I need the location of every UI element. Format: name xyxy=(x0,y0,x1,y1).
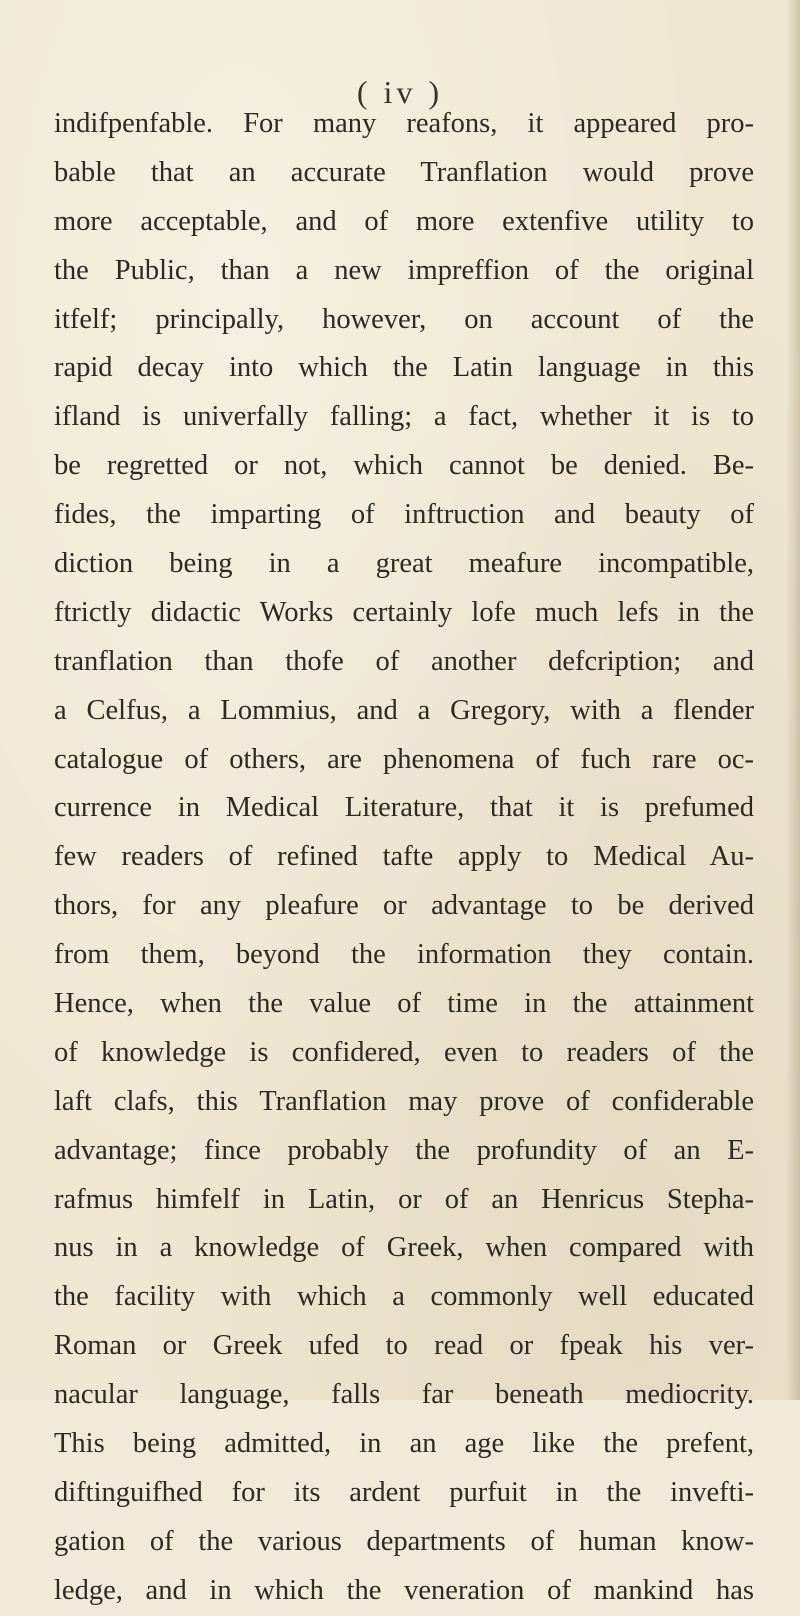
text-line: a Celfus, a Lommius, and a Gregory, with a flender xyxy=(54,694,754,726)
text-line: catalogue of others, are phenomena of fuch rare oc- xyxy=(54,743,754,775)
text-line: thors, for any pleafure or advantage to be derived xyxy=(54,890,754,922)
text-line: rafmus himfelf in Latin, or of an Henricus Stepha- xyxy=(54,1183,754,1215)
text-line: indifpenfable. For many reafons, it appeared pro- xyxy=(54,108,754,139)
text-line: advantage; fince probably the profundity of an E- xyxy=(54,1134,754,1166)
text-line: the facility with which a commonly well educated xyxy=(54,1281,754,1313)
text-line: itfelf; principally, however, on account of the xyxy=(54,303,754,335)
text-line: diftinguifhed for its ardent purfuit in the invefti- xyxy=(54,1476,754,1508)
text-line: gation of the various departments of human know- xyxy=(54,1525,754,1557)
text-line: ifland is univerfally falling; a fact, whether it is to xyxy=(54,401,754,433)
text-line: few readers of refined tafte apply to Medical Au- xyxy=(54,841,754,873)
text-line: nacular language, falls far beneath mediocrity. xyxy=(54,1379,754,1411)
text-line: ftrictly didactic Works certainly lofe much lefs in the xyxy=(54,596,754,628)
body-text xyxy=(54,100,754,1616)
text-line: nus in a knowledge of Greek, when compared with xyxy=(54,1232,754,1264)
page-edge-shadow xyxy=(786,0,800,1400)
text-line: fides, the imparting of inftruction and beauty of xyxy=(54,499,754,531)
text-line: tranflation than thofe of another defcription; and xyxy=(54,645,754,677)
text-line: bable that an accurate Tranflation would prove xyxy=(54,156,754,188)
text-line: laft clafs, this Tranflation may prove of confiderable xyxy=(54,1085,754,1117)
text-line: Hence, when the value of time in the attainment xyxy=(54,988,754,1020)
text-line: Roman or Greek ufed to read or fpeak his ver- xyxy=(54,1330,754,1362)
text-line: from them, beyond the information they contain. xyxy=(54,939,754,971)
text-line: more acceptable, and of more extenfive utility to xyxy=(54,205,754,237)
text-line: currence in Medical Literature, that it is prefumed xyxy=(54,792,754,824)
text-line: diction being in a great meafure incompatible, xyxy=(54,548,754,580)
page-number: ( iv ) xyxy=(356,74,444,110)
text-line: ledge, and in which the veneration of mankind has xyxy=(54,1574,754,1606)
text-line: of knowledge is confidered, even to readers of the xyxy=(54,1036,754,1068)
text-line: the Public, than a new impreffion of the original xyxy=(54,254,754,286)
text-line: This being admitted, in an age like the prefent, xyxy=(54,1428,754,1460)
text-line: be regretted or not, which cannot be denied. Be- xyxy=(54,450,754,482)
text-line: rapid decay into which the Latin language in this xyxy=(54,352,754,384)
